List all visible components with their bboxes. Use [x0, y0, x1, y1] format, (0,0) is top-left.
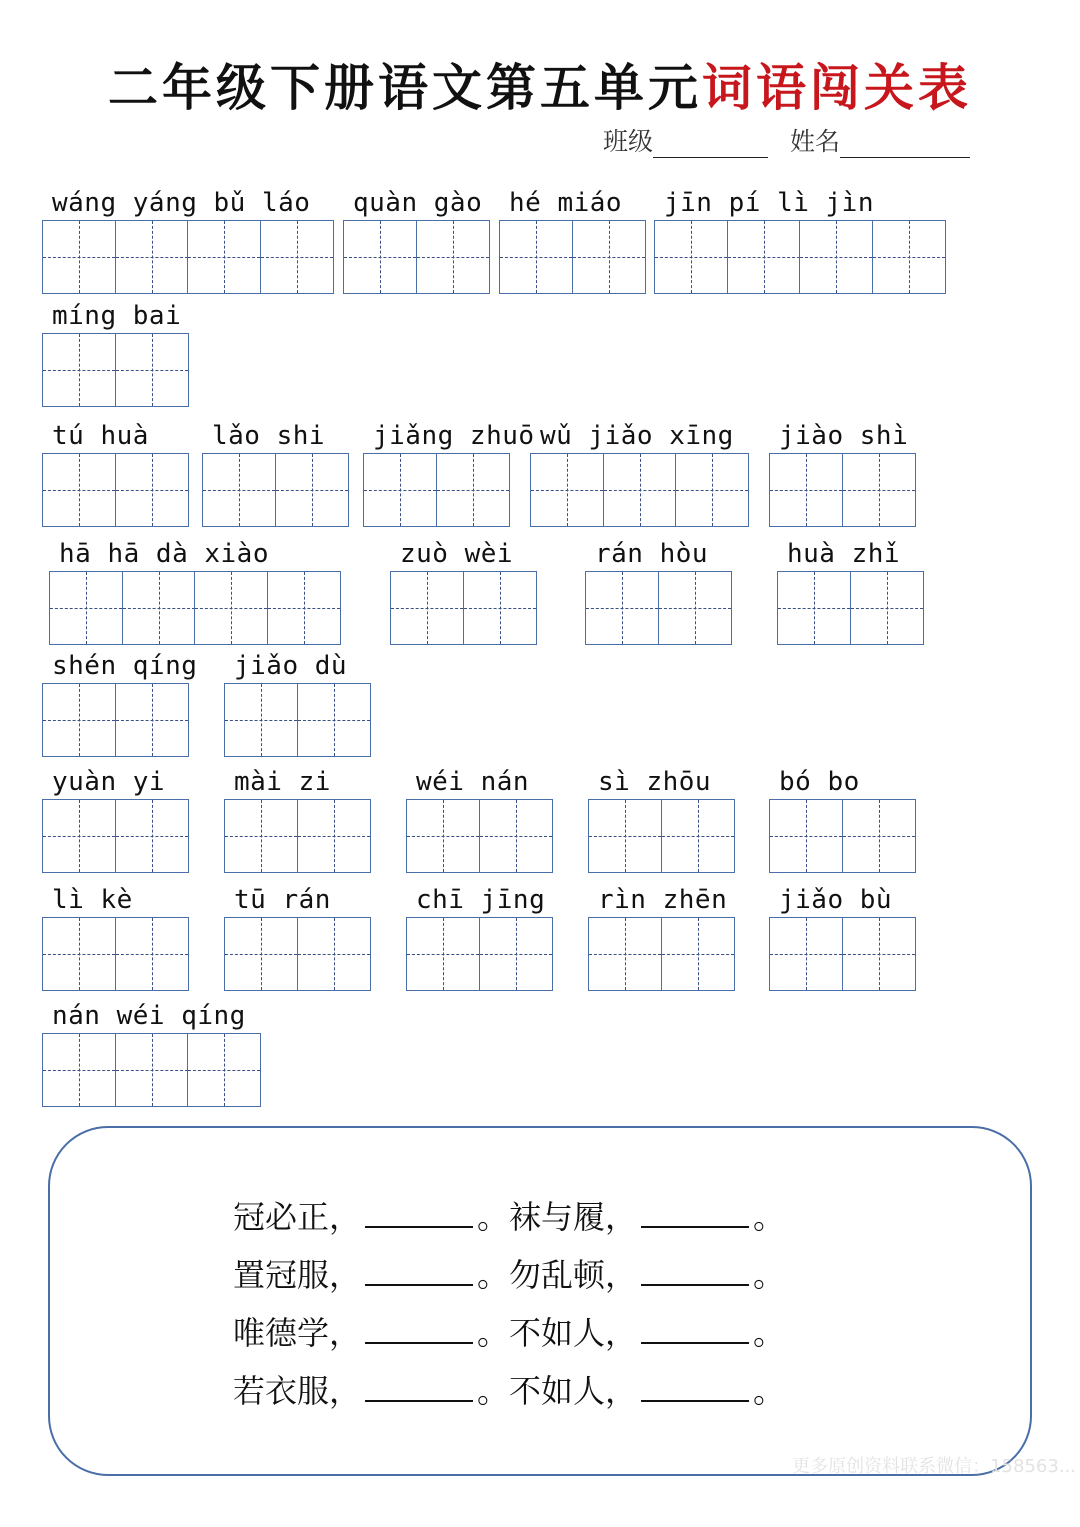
title-main: 二年级下册语文第五单元	[108, 58, 702, 117]
writing-cell[interactable]	[661, 917, 735, 991]
answer-blank-1[interactable]	[365, 1256, 473, 1286]
writing-grid	[588, 917, 735, 991]
writing-grid	[224, 683, 371, 757]
name-blank[interactable]	[840, 157, 970, 158]
answer-blank-2[interactable]	[641, 1314, 749, 1344]
word-pinyin: jiǎo bù	[779, 885, 893, 915]
writing-cell[interactable]	[769, 453, 843, 527]
word-pinyin: hā hā dà xiào	[59, 539, 269, 569]
word-pinyin: rán hòu	[595, 539, 709, 569]
writing-cell[interactable]	[769, 917, 843, 991]
word-item	[202, 421, 349, 527]
writing-grid	[42, 917, 189, 991]
word-pinyin: chī jīng	[416, 885, 546, 915]
writing-cell[interactable]	[463, 571, 537, 645]
writing-cell[interactable]	[115, 333, 189, 407]
quote-part-a: 若衣服，	[233, 1372, 362, 1410]
writing-cell[interactable]	[115, 917, 189, 991]
writing-grid	[499, 220, 646, 294]
answer-blank-2[interactable]	[641, 1198, 749, 1228]
writing-cell[interactable]	[297, 917, 371, 991]
answer-blank-2[interactable]	[641, 1372, 749, 1402]
writing-cell[interactable]	[588, 799, 662, 873]
quote-box	[48, 1126, 1032, 1476]
word-item	[42, 767, 189, 873]
writing-cell[interactable]	[406, 917, 480, 991]
word-pinyin: zuò wèi	[400, 539, 514, 569]
writing-cell[interactable]	[42, 220, 116, 294]
word-pinyin: lì kè	[52, 885, 133, 915]
writing-cell[interactable]	[267, 571, 341, 645]
quote-part-a: 置冠服，	[233, 1256, 362, 1294]
writing-grid	[42, 220, 334, 294]
word-item	[42, 885, 189, 991]
writing-cell[interactable]	[42, 333, 116, 407]
word-pinyin: jiǎng zhuō	[373, 421, 535, 451]
answer-blank-1[interactable]	[365, 1314, 473, 1344]
writing-cell[interactable]	[297, 799, 371, 873]
word-item	[769, 767, 916, 873]
quote-part-b: 勿乱顿，	[509, 1256, 638, 1294]
writing-cell[interactable]	[842, 917, 916, 991]
word-pinyin: sì zhōu	[598, 767, 712, 797]
writing-cell[interactable]	[572, 220, 646, 294]
writing-grid	[769, 917, 916, 991]
writing-grid	[588, 799, 735, 873]
word-pinyin: jiào shì	[779, 421, 909, 451]
name-label: 姓名	[789, 127, 840, 156]
word-item	[588, 885, 735, 991]
writing-cell[interactable]	[416, 220, 490, 294]
student-info	[603, 122, 970, 158]
quote-sep: 。	[477, 1314, 510, 1352]
writing-cell[interactable]	[42, 683, 116, 757]
writing-cell[interactable]	[436, 453, 510, 527]
word-pinyin: mài zi	[234, 767, 331, 797]
writing-cell[interactable]	[479, 799, 553, 873]
writing-grid	[42, 453, 189, 527]
quote-line	[233, 1308, 785, 1354]
quote-line	[233, 1192, 785, 1238]
quote-line	[233, 1366, 785, 1412]
writing-grid	[654, 220, 946, 294]
writing-grid	[769, 453, 916, 527]
writing-cell[interactable]	[390, 571, 464, 645]
quote-sep: 。	[477, 1198, 510, 1236]
word-pinyin: wǔ jiǎo xīng	[540, 421, 734, 451]
writing-cell[interactable]	[115, 799, 189, 873]
writing-cell[interactable]	[115, 683, 189, 757]
writing-cell[interactable]	[769, 799, 843, 873]
writing-cell[interactable]	[842, 453, 916, 527]
quote-part-b: 袜与履，	[509, 1198, 638, 1236]
writing-grid	[530, 453, 749, 527]
quote-part-a: 唯德学，	[233, 1314, 362, 1352]
quote-end: 。	[753, 1256, 786, 1294]
quote-end: 。	[753, 1198, 786, 1236]
word-item	[777, 539, 924, 645]
writing-grid	[42, 799, 189, 873]
writing-cell[interactable]	[777, 571, 851, 645]
writing-cell[interactable]	[42, 799, 116, 873]
writing-cell[interactable]	[727, 220, 801, 294]
word-item	[42, 301, 189, 407]
word-pinyin: tū rán	[234, 885, 331, 915]
writing-cell[interactable]	[479, 917, 553, 991]
writing-grid	[769, 799, 916, 873]
word-item	[585, 539, 732, 645]
writing-cell[interactable]	[194, 571, 268, 645]
writing-grid	[224, 917, 371, 991]
word-pinyin: wéi nán	[416, 767, 530, 797]
writing-cell[interactable]	[585, 571, 659, 645]
writing-cell[interactable]	[42, 453, 116, 527]
writing-cell[interactable]	[224, 683, 298, 757]
word-item	[406, 767, 553, 873]
word-item	[363, 421, 535, 527]
quote-end: 。	[753, 1314, 786, 1352]
writing-cell[interactable]	[363, 453, 437, 527]
word-item	[343, 188, 490, 294]
word-pinyin: yuàn yi	[52, 767, 166, 797]
writing-cell[interactable]	[530, 453, 604, 527]
word-item	[42, 651, 198, 757]
writing-cell[interactable]	[842, 799, 916, 873]
watermark: 更多原创资料联系微信：158563...	[792, 1456, 1076, 1477]
word-pinyin: quàn gào	[353, 188, 483, 218]
writing-cell[interactable]	[224, 799, 298, 873]
writing-cell[interactable]	[343, 220, 417, 294]
writing-cell[interactable]	[499, 220, 573, 294]
writing-cell[interactable]	[275, 453, 349, 527]
writing-cell[interactable]	[675, 453, 749, 527]
writing-cell[interactable]	[42, 1033, 116, 1107]
word-item	[42, 1001, 261, 1107]
writing-cell[interactable]	[115, 1033, 189, 1107]
writing-grid	[202, 453, 349, 527]
class-label: 班级	[603, 127, 654, 156]
word-item	[390, 539, 537, 645]
writing-grid	[42, 683, 189, 757]
word-item	[530, 421, 749, 527]
writing-cell[interactable]	[202, 453, 276, 527]
word-item	[406, 885, 553, 991]
writing-cell[interactable]	[406, 799, 480, 873]
word-item	[499, 188, 646, 294]
writing-grid	[49, 571, 341, 645]
writing-cell[interactable]	[603, 453, 677, 527]
answer-blank-1[interactable]	[365, 1198, 473, 1228]
writing-cell[interactable]	[588, 917, 662, 991]
writing-grid	[42, 333, 189, 407]
quote-end: 。	[753, 1372, 786, 1410]
writing-cell[interactable]	[872, 220, 946, 294]
quote-part-a: 冠必正，	[233, 1198, 362, 1236]
word-pinyin: huà zhǐ	[787, 539, 901, 569]
writing-grid	[777, 571, 924, 645]
quote-sep: 。	[477, 1256, 510, 1294]
word-pinyin: bó bo	[779, 767, 860, 797]
writing-cell[interactable]	[260, 220, 334, 294]
quote-part-b: 不如人，	[509, 1314, 638, 1352]
writing-cell[interactable]	[49, 571, 123, 645]
word-item	[769, 885, 916, 991]
word-item	[224, 885, 371, 991]
answer-blank-1[interactable]	[365, 1372, 473, 1402]
quote-sep: 。	[477, 1372, 510, 1410]
writing-grid	[343, 220, 490, 294]
writing-cell[interactable]	[224, 917, 298, 991]
writing-cell[interactable]	[661, 799, 735, 873]
quote-line	[233, 1250, 785, 1296]
writing-cell[interactable]	[850, 571, 924, 645]
word-pinyin: rìn zhēn	[598, 885, 728, 915]
word-item	[42, 421, 189, 527]
word-item	[49, 539, 341, 645]
writing-cell[interactable]	[297, 683, 371, 757]
word-pinyin: jīn pí lì jìn	[664, 188, 874, 218]
word-pinyin: míng bai	[52, 301, 182, 331]
word-item	[42, 188, 334, 294]
writing-grid	[406, 917, 553, 991]
writing-cell[interactable]	[187, 1033, 261, 1107]
word-pinyin: lǎo shi	[212, 421, 326, 451]
writing-cell[interactable]	[658, 571, 732, 645]
writing-cell[interactable]	[122, 571, 196, 645]
writing-cell[interactable]	[799, 220, 873, 294]
word-pinyin: shén qíng	[52, 651, 198, 681]
word-pinyin: wáng yáng bǔ láo	[52, 188, 311, 218]
writing-cell[interactable]	[654, 220, 728, 294]
writing-grid	[390, 571, 537, 645]
writing-cell[interactable]	[42, 917, 116, 991]
writing-cell[interactable]	[115, 220, 189, 294]
word-item	[654, 188, 946, 294]
word-pinyin: tú huà	[52, 421, 149, 451]
class-blank[interactable]	[653, 157, 768, 158]
writing-grid	[585, 571, 732, 645]
writing-grid	[224, 799, 371, 873]
quote-part-b: 不如人，	[509, 1372, 638, 1410]
word-item	[769, 421, 916, 527]
word-pinyin: hé miáo	[509, 188, 623, 218]
word-pinyin: nán wéi qíng	[52, 1001, 246, 1031]
page-title	[0, 48, 1080, 120]
writing-cell[interactable]	[187, 220, 261, 294]
writing-grid	[406, 799, 553, 873]
answer-blank-2[interactable]	[641, 1256, 749, 1286]
word-item	[224, 651, 371, 757]
word-item	[224, 767, 371, 873]
writing-grid	[42, 1033, 261, 1107]
writing-cell[interactable]	[115, 453, 189, 527]
word-pinyin: jiǎo dù	[234, 651, 348, 681]
word-item	[588, 767, 735, 873]
title-highlight: 词语闯关表	[702, 58, 972, 117]
writing-grid	[363, 453, 510, 527]
